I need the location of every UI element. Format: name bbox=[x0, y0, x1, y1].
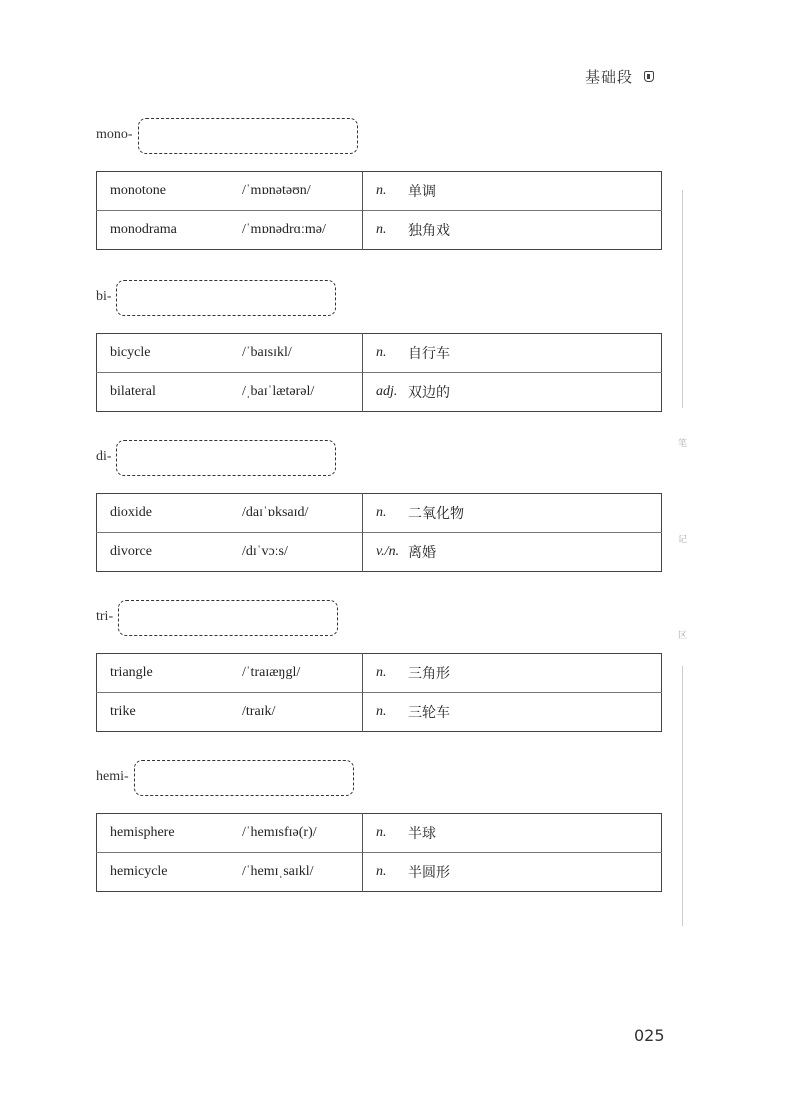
page-number: 025 bbox=[634, 1026, 665, 1045]
meaning: 二氧化物 bbox=[408, 506, 464, 522]
word: bilateral bbox=[97, 373, 243, 412]
word: monodrama bbox=[97, 211, 243, 250]
notes-label-char: 区 bbox=[678, 631, 688, 641]
meaning: 自行车 bbox=[408, 346, 450, 362]
table-row bbox=[97, 533, 662, 572]
meaning: 半球 bbox=[408, 826, 436, 842]
word: bicycle bbox=[110, 345, 151, 360]
word: hemisphere bbox=[110, 825, 175, 840]
meaning: 双边的 bbox=[408, 373, 662, 412]
prefix-meaning-blank[interactable] bbox=[134, 760, 354, 796]
table-row bbox=[97, 814, 662, 853]
prefix-label: hemi- bbox=[96, 769, 129, 784]
table-row bbox=[97, 853, 662, 892]
prefix-section bbox=[96, 760, 662, 881]
table-row bbox=[97, 654, 662, 693]
phonetic: /daɪˈɒksaɪd/ bbox=[242, 505, 309, 520]
part-of-speech: n. bbox=[363, 211, 409, 250]
phonetic: /ˈbaɪsɪkl/ bbox=[242, 345, 292, 360]
prefix-section bbox=[96, 440, 662, 561]
word: trike bbox=[97, 693, 243, 732]
prefix-meaning-blank[interactable] bbox=[116, 280, 336, 316]
part-of-speech: adj. bbox=[363, 373, 409, 412]
word-table bbox=[96, 333, 662, 412]
phonetic: /ˈhemɪsfɪə(r)/ bbox=[242, 825, 317, 840]
part-of-speech: v./n. bbox=[363, 533, 409, 572]
word-table bbox=[96, 653, 662, 732]
notes-label-char: 记 bbox=[678, 535, 688, 545]
header-title: 基础段 bbox=[585, 68, 634, 86]
part-of-speech: n. bbox=[363, 814, 409, 853]
phonetic: /ˈmɒnətəʊn/ bbox=[242, 183, 311, 198]
word: divorce bbox=[97, 533, 243, 572]
phonetic: /ˌbaɪˈlætərəl/ bbox=[242, 373, 363, 412]
table-row bbox=[97, 334, 662, 373]
part-of-speech: n. bbox=[363, 853, 409, 892]
part-of-speech: n. bbox=[363, 172, 409, 211]
prefix-meaning-blank[interactable] bbox=[138, 118, 358, 154]
part-of-speech: n. bbox=[363, 693, 409, 732]
page-header bbox=[585, 66, 655, 87]
prefix-label: tri- bbox=[96, 609, 114, 624]
prefix-label: mono- bbox=[96, 127, 133, 142]
table-row bbox=[97, 211, 662, 250]
phonetic: /ˈmɒnədrɑːmə/ bbox=[242, 211, 363, 250]
phonetic: /traɪk/ bbox=[242, 693, 363, 732]
meaning: 半圆形 bbox=[408, 853, 662, 892]
prefix-section bbox=[96, 118, 662, 239]
notes-divider-bottom bbox=[682, 666, 683, 926]
part-of-speech: n. bbox=[363, 334, 409, 373]
meaning: 离婚 bbox=[408, 533, 662, 572]
word-table bbox=[96, 171, 662, 250]
table-row bbox=[97, 494, 662, 533]
prefix-section bbox=[96, 280, 662, 401]
prefix-meaning-blank[interactable] bbox=[118, 600, 338, 636]
word-table bbox=[96, 813, 662, 892]
word-table bbox=[96, 493, 662, 572]
part-of-speech: n. bbox=[363, 494, 409, 533]
word: triangle bbox=[110, 665, 153, 680]
phonetic: /dɪˈvɔːs/ bbox=[242, 533, 363, 572]
notes-divider-top bbox=[682, 190, 683, 408]
phonetic: /ˈtraɪæŋgl/ bbox=[242, 665, 301, 680]
table-row bbox=[97, 373, 662, 412]
word: hemicycle bbox=[97, 853, 243, 892]
word: monotone bbox=[110, 183, 166, 198]
cup-icon bbox=[643, 69, 655, 84]
meaning: 三角形 bbox=[408, 666, 450, 682]
notes-label-char: 笔 bbox=[678, 439, 688, 449]
table-row bbox=[97, 172, 662, 211]
prefix-label: di- bbox=[96, 449, 112, 464]
meaning: 单调 bbox=[408, 184, 436, 200]
prefix-meaning-blank[interactable] bbox=[116, 440, 336, 476]
phonetic: /ˈhemɪˌsaɪkl/ bbox=[242, 853, 363, 892]
meaning: 独角戏 bbox=[408, 211, 662, 250]
part-of-speech: n. bbox=[363, 654, 409, 693]
table-row bbox=[97, 693, 662, 732]
prefix-section bbox=[96, 600, 662, 721]
meaning: 三轮车 bbox=[408, 693, 662, 732]
word: dioxide bbox=[110, 505, 152, 520]
prefix-label: bi- bbox=[96, 289, 112, 304]
